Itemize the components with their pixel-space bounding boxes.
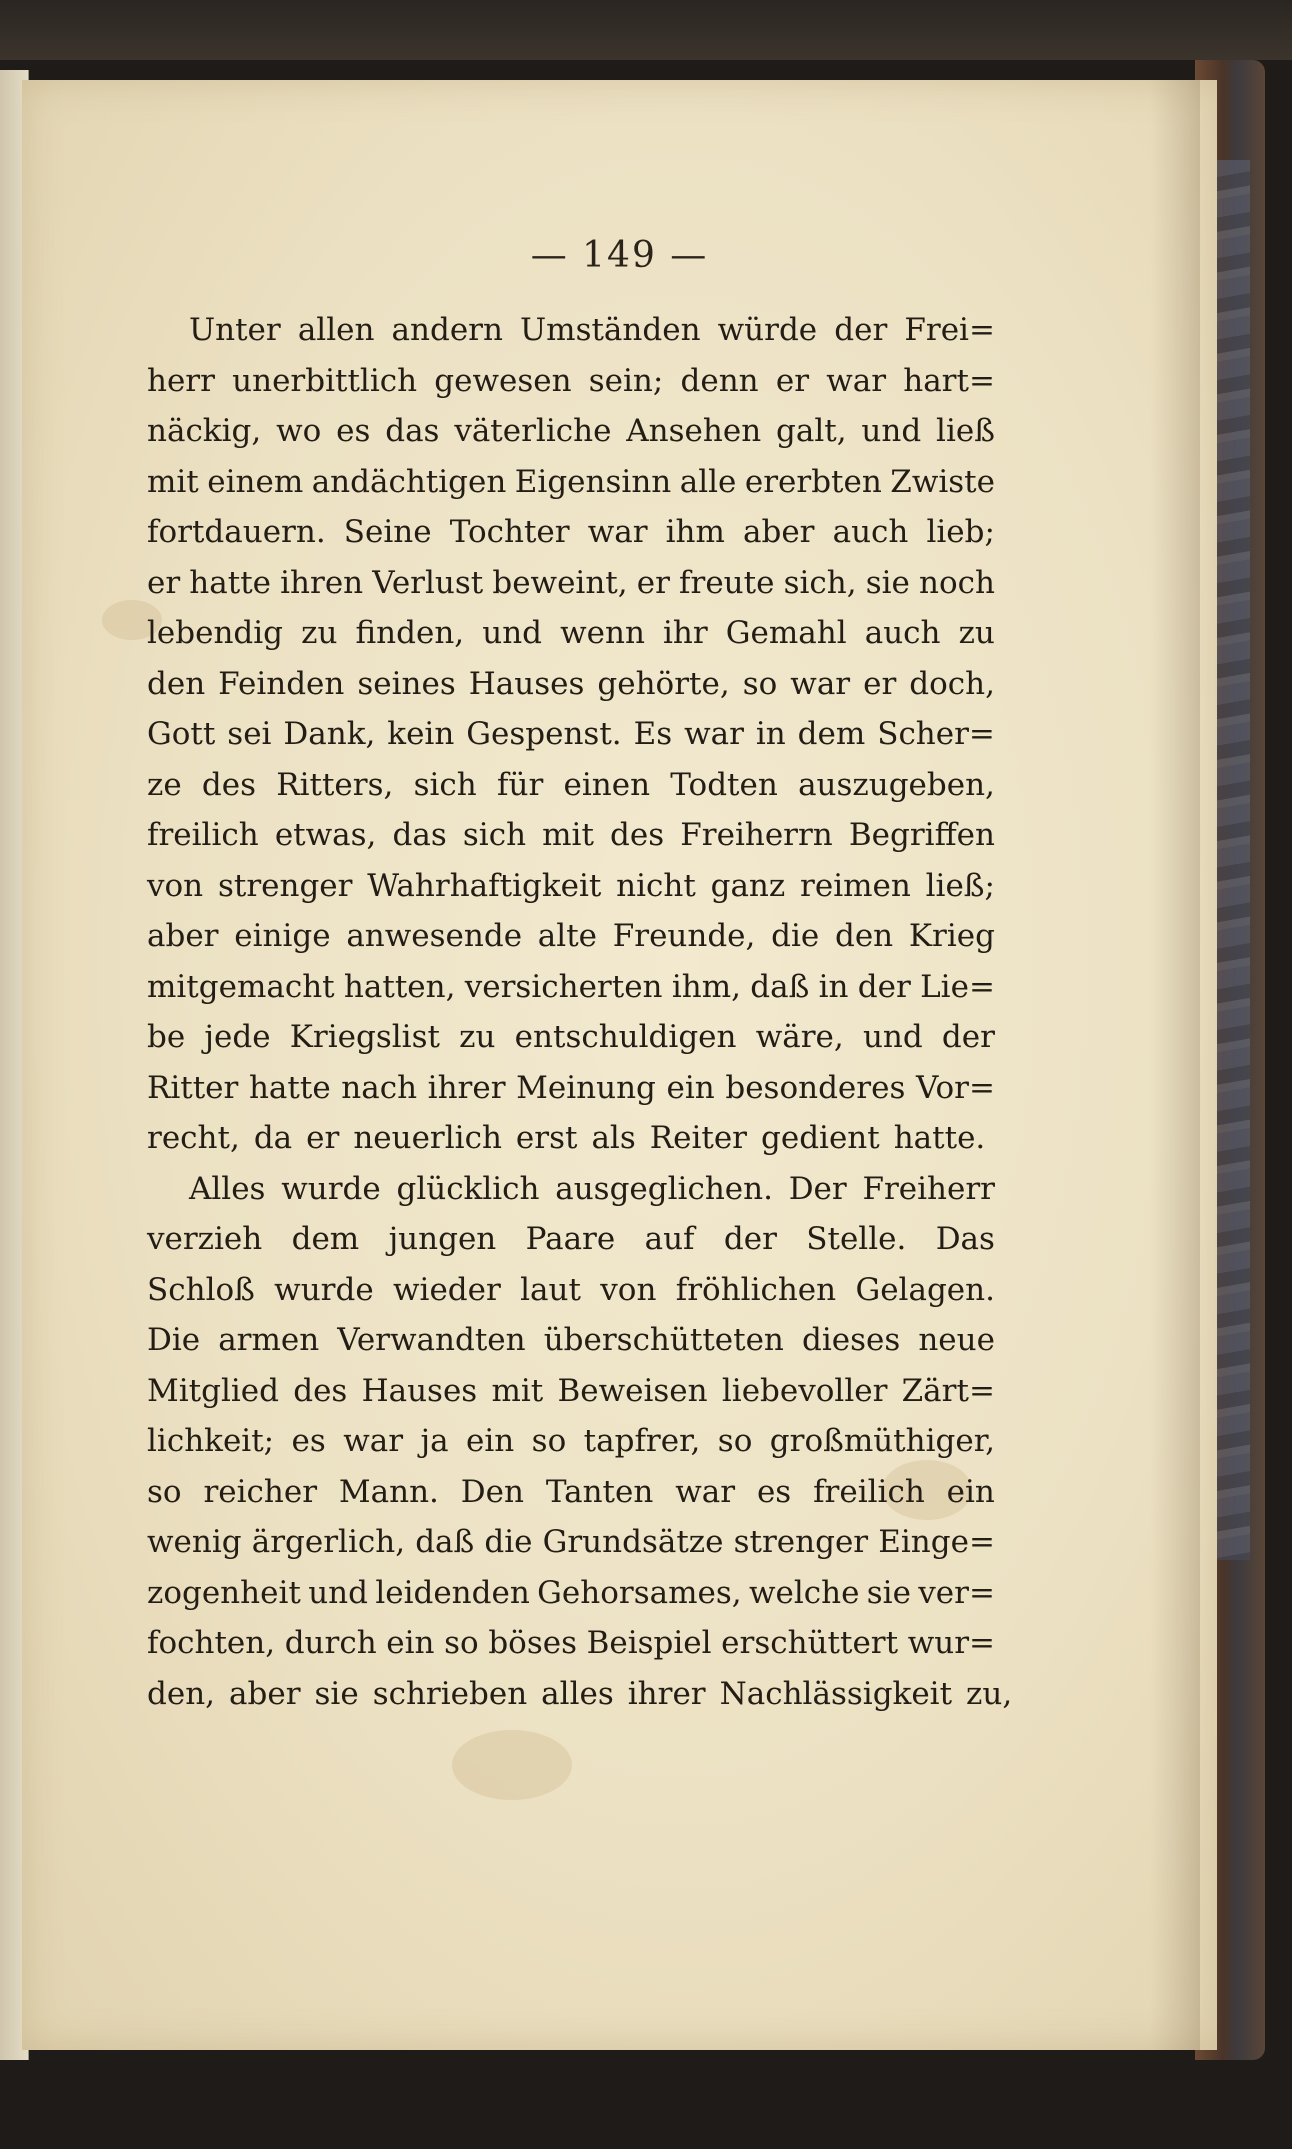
text-line: Unter allen andern Umständen würde der Frei= <box>189 312 995 348</box>
book-cover-top-edge <box>0 0 1292 60</box>
text-line: Die armen Verwandten überschütteten dieses neue <box>147 1322 995 1358</box>
text-line: Gott sei Dank, kein Gespenst. Es war in dem Scher= <box>147 716 995 752</box>
text-line: fochten, durch ein so böses Beispiel erschüttert wur= <box>147 1625 995 1661</box>
text-line: so reicher Mann. Den Tanten war es freilich ein <box>147 1473 995 1510</box>
text-line: aber einige anwesende alte Freunde, die den Krieg <box>147 918 995 954</box>
page-gutter-shadow <box>1150 80 1200 2050</box>
paper-stain <box>452 1730 572 1800</box>
page-number: — 149 — <box>530 235 709 276</box>
body-text <box>147 305 1013 1719</box>
text-line: lebendig zu finden, und wenn ihr Gemahl auch zu <box>147 615 995 651</box>
text-line: näckig, wo es das väterliche Ansehen galt, und ließ <box>147 413 995 449</box>
book-page <box>22 80 1217 2050</box>
text-line: herr unerbittlich gewesen sein; denn er war hart= <box>147 362 995 399</box>
text-line: zogenheit und leidenden Gehorsames, welche sie ver= <box>147 1574 995 1611</box>
text-line: er hatte ihren Verlust beweint, er freute sich, sie noch <box>147 564 995 601</box>
text-line: Schloß wurde wieder laut von fröhlichen Gelagen. <box>147 1271 995 1308</box>
text-line: den Feinden seines Hauses gehörte, so war er doch, <box>147 665 995 702</box>
text-line: Mitglied des Hauses mit Beweisen liebevoller Zärt= <box>147 1372 995 1409</box>
text-line: lichkeit; es war ja ein so tapfrer, so großmüthiger, <box>147 1423 995 1459</box>
text-line: Ritter hatte nach ihrer Meinung ein besonderes Vor= <box>147 1069 995 1106</box>
text-line: fortdauern. Seine Tochter war ihm aber auch lieb; <box>147 514 995 550</box>
text-line: freilich etwas, das sich mit des Freiherrn Begriffen <box>147 817 995 853</box>
text-line: Alles wurde glücklich ausgeglichen. Der Freiherr <box>189 1170 995 1207</box>
text-line: wenig ärgerlich, daß die Grundsätze strenger Einge= <box>147 1524 995 1560</box>
text-line: von strenger Wahrhaftigkeit nicht ganz reimen ließ; <box>147 867 995 904</box>
text-line: mit einem andächtigen Eigensinn alle ererbten Zwiste <box>147 463 995 500</box>
text-line: mitgemacht hatten, versicherten ihm, daß in der Lie= <box>147 968 995 1005</box>
text-line: ze des Ritters, sich für einen Todten auszugeben, <box>147 766 995 803</box>
text-line: verzieh dem jungen Paare auf der Stelle. Das <box>147 1221 995 1257</box>
text-line: den, aber sie schrieben alles ihrer Nachlässigkeit zu, <box>147 1675 1013 1712</box>
text-line: recht, da er neuerlich erst als Reiter gedient hatte. <box>147 1120 986 1156</box>
text-line: be jede Kriegslist zu entschuldigen wäre, und der <box>147 1019 995 1055</box>
